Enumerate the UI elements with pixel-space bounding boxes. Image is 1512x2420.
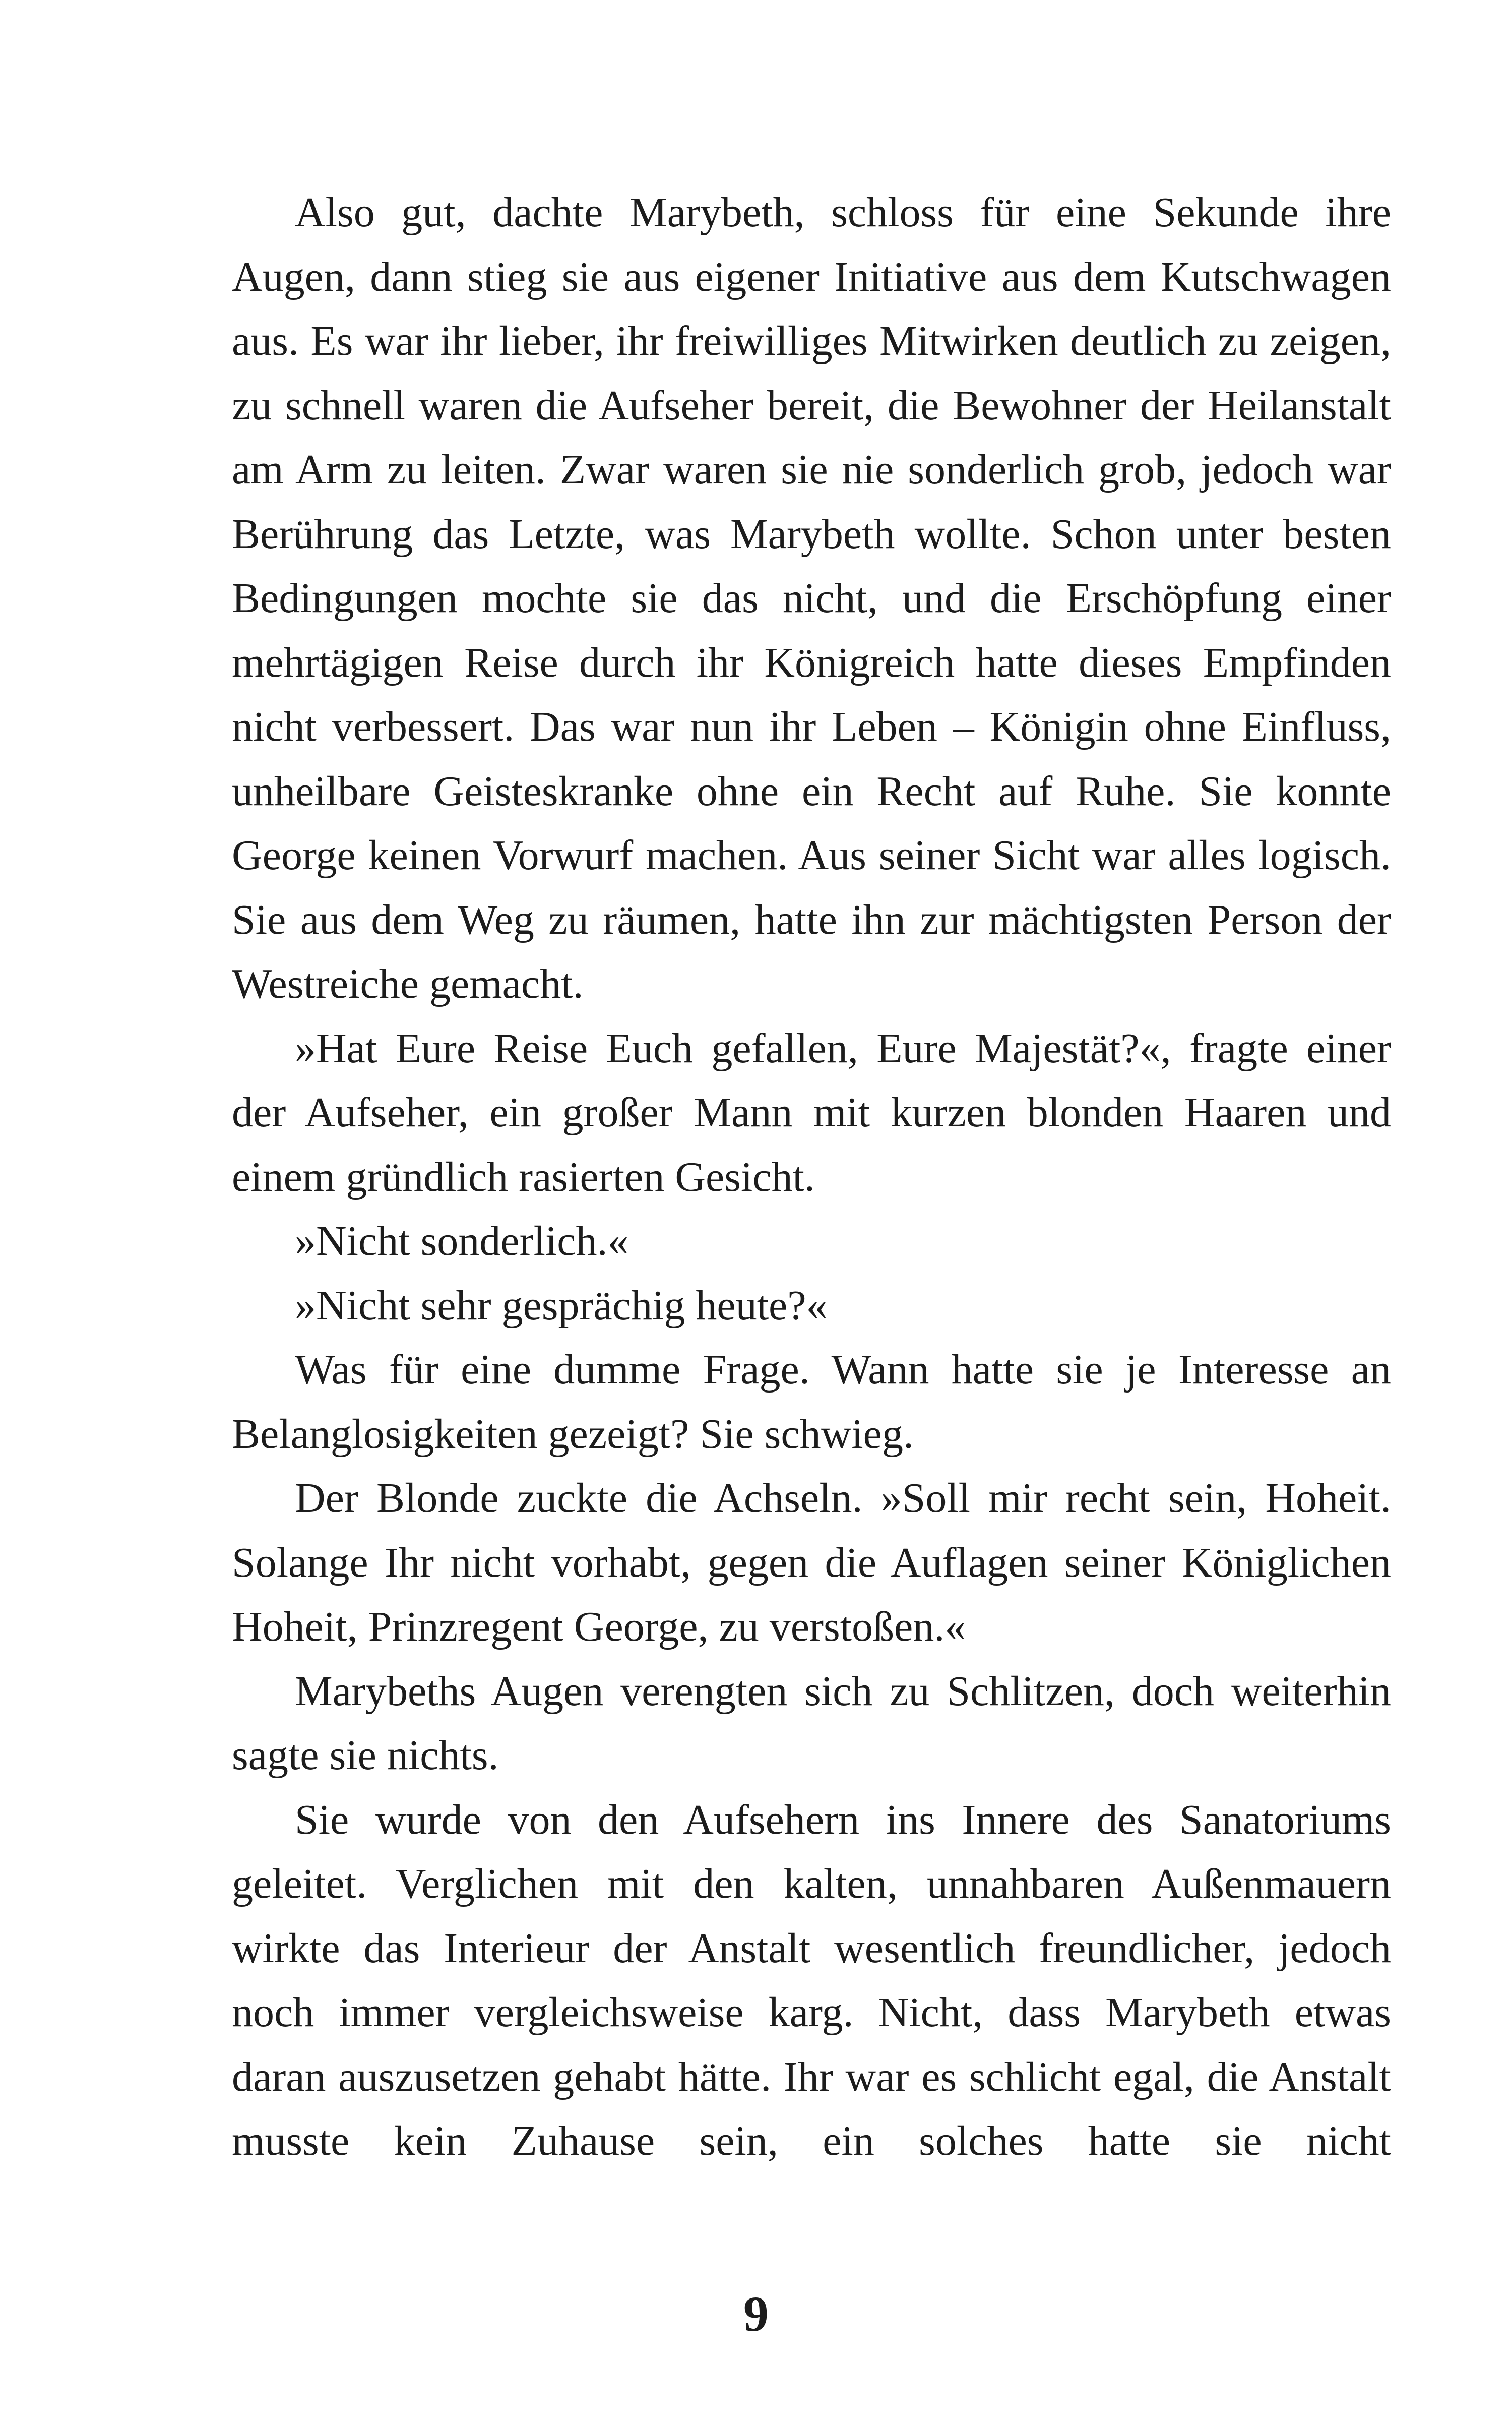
- page-number: 9: [743, 2286, 769, 2342]
- paragraph: Der Blonde zuckte die Achseln. »Soll mir recht sein, Hoheit. Solange Ihr nicht vorhabt, gegen die Auflagen seiner Königlichen Hoheit, Prinzregent George, zu verstoßen.«: [232, 1475, 1391, 1650]
- paragraph: Sie wurde von den Aufsehern ins Innere des Sanatoriums geleitet. Verglichen mit den kalten, unnahbaren Außenmauern wirkte das Interieur der Anstalt wesentlich freundlicher, jedoch noch immer vergleichsweise karg. Nicht, dass Marybeth etwas daran auszusetzen gehabt hätte. Ihr war es schlicht egal, die Anstalt musste kein Zuhause sein, ein solches hatte sie nicht: [232, 1796, 1391, 2164]
- paragraph: Marybeths Augen verengten sich zu Schlitzen, doch weiterhin sagte sie nichts.: [232, 1667, 1391, 1779]
- paragraph: Was für eine dumme Frage. Wann hatte sie je Interesse an Belanglosigkeiten gezeigt? Sie schwieg.: [232, 1346, 1391, 1458]
- paragraph: Also gut, dachte Marybeth, schloss für eine Sekunde ihre Augen, dann stieg sie aus eigener Initiative aus dem Kutschwagen aus. Es war ihr lieber, ihr freiwilliges Mitwirken deutlich zu zeigen, zu schnell waren die Aufseher bereit, die Bewohner der Heilanstalt am Arm zu leiten. Zwar waren sie nie sonderlich grob, jedoch war Berührung das Letzte, was Marybeth wollte. Schon unter besten Bedingungen mochte sie das nicht, und die Erschöpfung einer mehrtägigen Reise durch ihr Königreich hatte dieses Empfinden nicht verbessert. Das war nun ihr Leben – Königin ohne Einfluss, unheilbare Geisteskranke ohne ein Recht auf Ruhe. Sie konnte George keinen Vorwurf machen. Aus seiner Sicht war alles logisch. Sie aus dem Weg zu räumen, hatte ihn zur mächtigsten Person der Westreiche gemacht.: [232, 189, 1391, 1007]
- paragraph: »Hat Eure Reise Euch gefallen, Eure Majestät?«, fragte einer der Aufseher, ein großer Mann mit kurzen blonden Haaren und einem gründlich rasierten Gesicht.: [232, 1024, 1391, 1200]
- paragraph: »Nicht sonderlich.«: [295, 1218, 629, 1264]
- body-text: [232, 180, 1391, 2173]
- paragraph: »Nicht sehr gesprächig heute?«: [295, 1282, 828, 1329]
